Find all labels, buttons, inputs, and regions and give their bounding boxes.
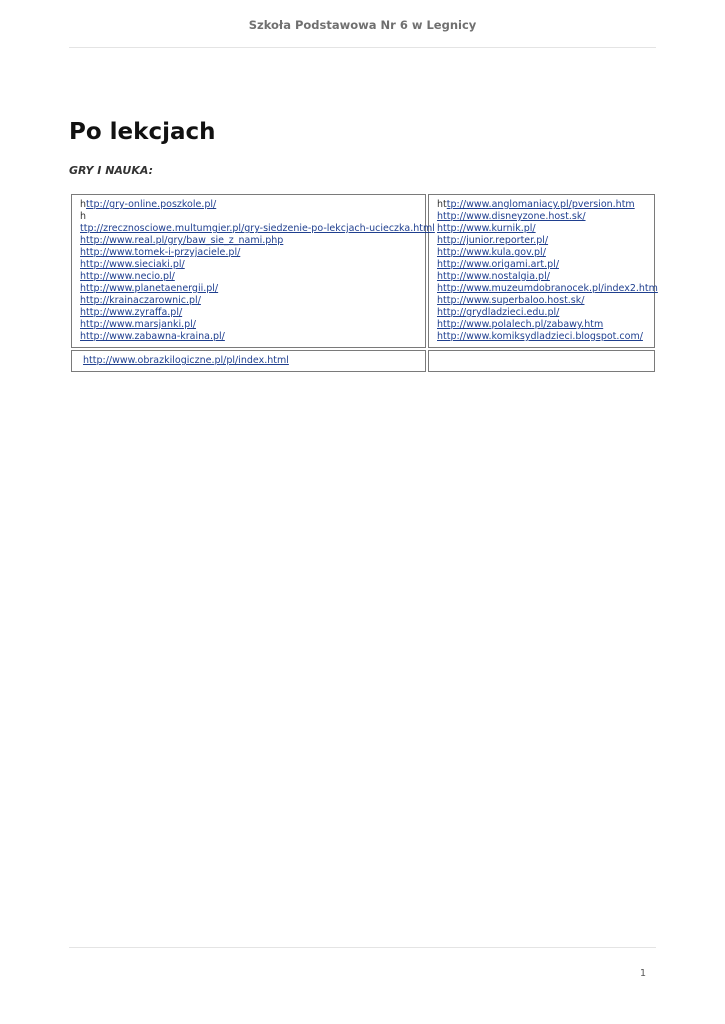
link[interactable]: http://www.tomek-i-przyjaciele.pl/ [80,247,241,258]
link[interactable]: http://junior.reporter.pl/ [437,235,549,246]
link-line [437,283,658,295]
document-header-title: Szkoła Podstawowa Nr 6 w Legnicy [248,18,477,32]
link-line [80,295,417,307]
link[interactable]: http://www.polalech.pl/zabawy.htm [437,319,604,330]
link-line [80,331,417,343]
link[interactable]: http://grydladzieci.edu.pl/ [437,307,560,318]
link-line [437,331,646,343]
link-line [437,259,646,271]
link[interactable]: http://www.muzeumdobranocek.pl/index2.htm [437,283,658,294]
link[interactable]: http://krainaczarownic.pl/ [80,295,201,306]
link[interactable]: http://www.necio.pl/ [80,271,175,282]
link-prefix-text: h [80,211,87,222]
link[interactable]: http://www.zyraffa.pl/ [80,307,183,318]
link-line [437,235,646,247]
link-line [437,271,646,283]
link[interactable]: http://www.zabawna-kraina.pl/ [80,331,225,342]
link-line [437,211,646,223]
link[interactable]: http://www.kurnik.pl/ [437,223,536,234]
page-title: Po lekcjach [69,119,216,145]
link-prefix-text: h [80,199,87,210]
header-divider [69,47,656,48]
links-table-row [71,350,655,372]
link-line [80,283,417,295]
links-table-row [71,194,655,348]
link[interactable]: http://www.nostalgia.pl/ [437,271,550,282]
link-line [80,271,417,283]
link-obrazkilogiczne[interactable]: http://www.obrazkilogiczne.pl/pl/index.html [83,355,289,366]
link-line [83,355,417,367]
link-line [437,247,646,259]
link[interactable]: ttp://gry-online.poszkole.pl/ [86,199,217,210]
link[interactable]: ttp://zrecznosciowe.multumgier.pl/gry-siedzenie-po-lekcjach-ucieczka.html [80,223,435,234]
link-line [437,199,646,211]
link-line [80,235,417,247]
link[interactable]: http://www.komiksydladzieci.blogspot.com/ [437,331,643,342]
link-line [80,223,435,235]
link-line [437,223,646,235]
link[interactable]: http://www.real.pl/gry/baw_sie_z_nami.php [80,235,284,246]
link-line [80,247,417,259]
link[interactable]: http://www.planetaenergii.pl/ [80,283,219,294]
link[interactable]: tp://www.anglomaniacy.pl/pversion.htm [446,199,635,210]
page-number: 1 [639,968,647,979]
links-cell-right [428,194,658,348]
link[interactable]: http://www.disneyzone.host.sk/ [437,211,586,222]
link[interactable]: http://www.superbaloo.host.sk/ [437,295,585,306]
link-line [80,199,417,211]
section-title: GRY I NAUKA: [69,164,154,177]
links-table [69,192,657,374]
link-line [437,295,646,307]
link-line [80,211,417,223]
link-line [437,319,646,331]
link-line [80,307,417,319]
links-cell-left-row2 [71,350,426,372]
links-cell-right-row2 [428,350,655,372]
link[interactable]: http://www.sieciaki.pl/ [80,259,185,270]
link-line [80,319,417,331]
link-prefix-text: ht [437,199,447,210]
footer-divider [69,947,656,948]
link[interactable]: http://www.marsjanki.pl/ [80,319,197,330]
link[interactable]: http://www.origami.art.pl/ [437,259,560,270]
link-line [437,307,646,319]
link-line [80,259,417,271]
link[interactable]: http://www.kula.gov.pl/ [437,247,546,258]
links-cell-left [71,194,435,348]
